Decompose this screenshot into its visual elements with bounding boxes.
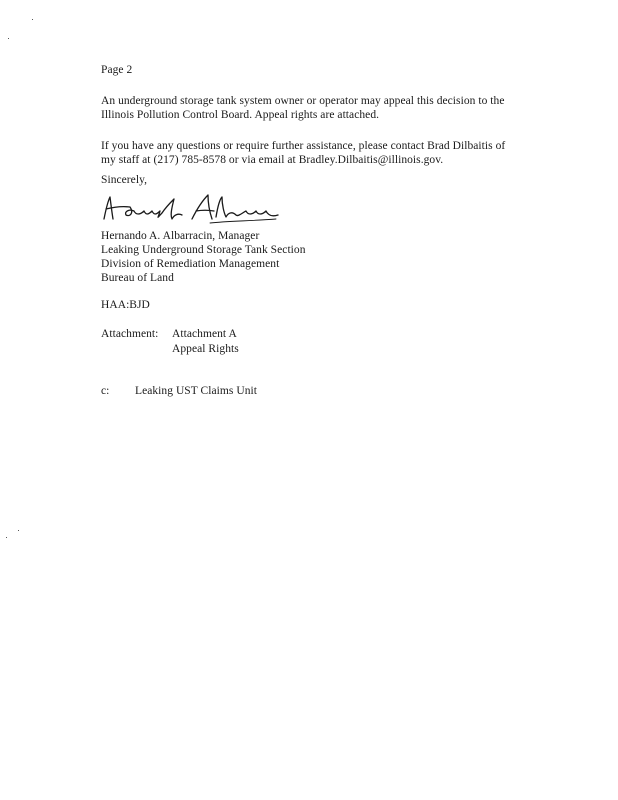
cc-recipient: Leaking UST Claims Unit bbox=[135, 385, 258, 397]
attachment-item: Appeal Rights bbox=[172, 343, 239, 355]
attachment-label: Attachment: bbox=[101, 328, 159, 340]
page-label: Page 2 bbox=[101, 64, 133, 76]
handwritten-signature bbox=[100, 193, 280, 227]
attachment-item: Attachment A bbox=[172, 328, 237, 340]
signer-division: Division of Remediation Management bbox=[101, 258, 280, 270]
appeal-paragraph-line-1: An underground storage tank system owner or operator may appeal this decision to the bbox=[101, 95, 505, 107]
scan-speck bbox=[32, 19, 33, 20]
contact-paragraph-line-1: If you have any questions or require further assistance, please contact Brad Dilbaitis of bbox=[101, 140, 506, 152]
signer-name-title: Hernando A. Albarracin, Manager bbox=[101, 230, 260, 242]
scan-speck bbox=[18, 530, 19, 531]
scan-speck bbox=[8, 38, 9, 39]
contact-paragraph-line-2: my staff at (217) 785-8578 or via email at Bradley.Dilbaitis@illinois.gov. bbox=[101, 154, 444, 166]
appeal-paragraph-line-2: Illinois Pollution Control Board. Appeal rights are attached. bbox=[101, 109, 380, 121]
signer-section: Leaking Underground Storage Tank Section bbox=[101, 244, 306, 256]
reference-initials: HAA:BJD bbox=[101, 299, 150, 311]
signer-bureau: Bureau of Land bbox=[101, 272, 174, 284]
scan-speck bbox=[6, 537, 7, 538]
cc-label: c: bbox=[101, 385, 110, 397]
closing: Sincerely, bbox=[101, 174, 148, 186]
